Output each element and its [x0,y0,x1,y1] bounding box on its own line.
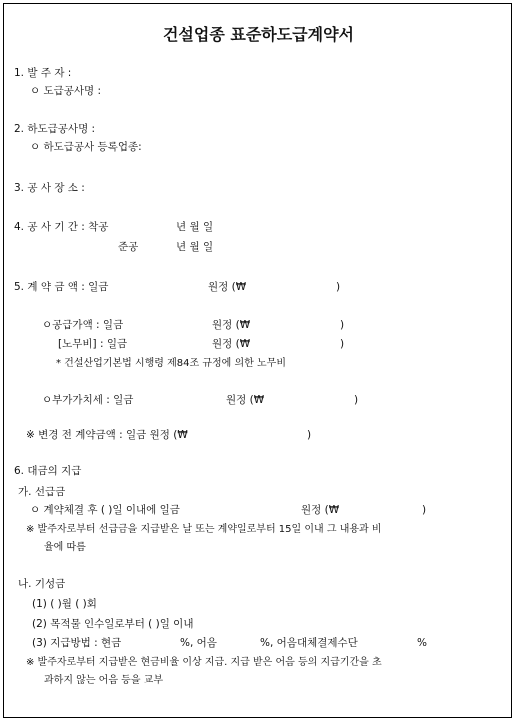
contract-amount-won: 원정 (₩ [208,281,247,293]
labor-cost-won: 원정 (₩ [212,338,251,350]
contract-amount-close: ) [336,281,341,293]
vat-close: ) [354,394,359,406]
progress-payment-deadline: (2) 목적물 인수일로부터 ( )일 이내 [32,618,194,630]
progress-payment-note-line2: 과하지 않는 어음 등을 교부 [44,675,163,686]
prior-contract-amount-close: ) [307,429,312,441]
payment-method-percent: % [417,637,427,649]
completion-label: 준공 [118,241,139,253]
start-date-fields: 년 월 일 [176,221,214,233]
orderer-label: 1. 발 주 자 : [14,67,72,79]
site-location-label: 3. 공 사 장 소 : [14,182,85,194]
completion-date-fields: 년 월 일 [176,241,214,253]
vat-won: 원정 (₩ [226,394,265,406]
supply-price-close: ) [340,319,345,331]
advance-payment-note-line1: ※ 발주자로부터 선급금을 지급받은 날 또는 계약일로부터 15일 이내 그 내용과 비 [26,524,382,535]
advance-payment-item: ㅇ 계약체결 후 ( )일 이내에 일금 [30,504,180,516]
prior-contract-amount-note: ※ 변경 전 계약금액 : 일금 원정 (₩ [26,429,188,441]
payment-method-bill: %, 어음 [180,637,217,649]
supply-price-label: ㅇ공급가액 : 일금 [42,319,124,331]
contract-amount-label: 5. 계 약 금 액 : 일금 [14,281,109,293]
labor-cost-label: [노무비] : 일금 [58,338,128,350]
vat-label: ㅇ부가가치세 : 일금 [42,394,134,406]
progress-payment-note-line1: ※ 발주자로부터 지급받은 현금비율 이상 지급. 지급 받은 어음 등의 지급기간을 초 [26,657,382,668]
construction-period-label: 4. 공 사 기 간 : 착공 [14,221,109,233]
registered-business-label: ㅇ 하도급공사 등록업종: [30,141,142,153]
labor-cost-close: ) [340,338,345,350]
payment-method-substitute: %, 어음대체결제수단 [260,637,358,649]
advance-payment-won: 원정 (₩ [301,504,340,516]
project-name-label: ㅇ 도급공사명 : [30,85,102,97]
payment-heading: 6. 대금의 지급 [14,465,82,477]
advance-payment-heading: 가. 선급금 [18,486,66,498]
labor-cost-note: * 건설산업기본법 시행령 제84조 규정에 의한 노무비 [56,358,286,369]
progress-payment-schedule: (1) ( )월 ( )회 [32,598,97,610]
supply-price-won: 원정 (₩ [212,319,251,331]
progress-payment-heading: 나. 기성금 [18,578,66,590]
subcontract-name-label: 2. 하도급공사명 : [14,123,96,135]
advance-payment-note-line2: 율에 따름 [44,542,86,553]
payment-method-cash: (3) 지급방법 : 현금 [32,637,122,649]
document-title: 건설업종 표준하도급계약서 [162,25,355,44]
advance-payment-close: ) [422,504,427,516]
